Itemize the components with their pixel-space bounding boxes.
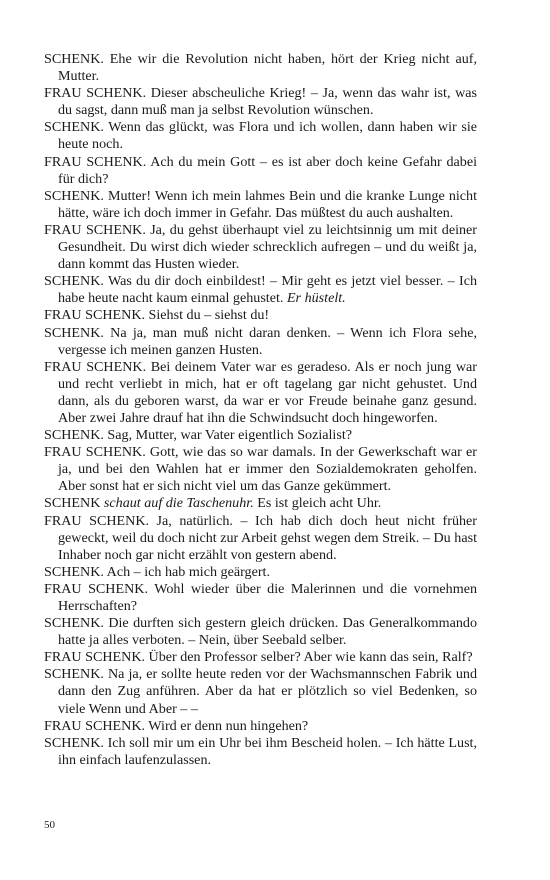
dialogue-paragraph: [44, 222, 477, 273]
dialogue-paragraph: [44, 495, 477, 512]
stage-direction: schaut auf die Taschenuhr.: [103, 495, 254, 512]
dialogue-paragraph: [44, 581, 477, 615]
dialogue-line: SCHENK: [44, 495, 104, 512]
dialogue-line: SCHENK. Ich soll mir um ein Uhr bei ihm Bescheid holen. – Ich hätte Lust, ihn einfach laufenzulassen.: [44, 734, 477, 768]
dialogue-line: SCHENK. Sag, Mutter, war Vater eigentlich Sozialist?: [44, 427, 353, 444]
dialogue-line: FRAU SCHENK. Siehst du – siehst du!: [44, 307, 270, 324]
dialogue-line: FRAU SCHENK. Bei deinem Vater war es geradeso. Als er noch jung war und recht verliebt in mich, hat er oft tagelang gar nicht gehustet. Und dann, als du geboren warst, da war er vor Freude beinahe ganz gesund. Aber zwei Jahre drauf hat ihn die Schwindsucht doch hingeworfen.: [44, 358, 477, 426]
dialogue-paragraph: [44, 666, 477, 717]
dialogue-line: SCHENK. Mutter! Wenn ich mein lahmes Bein und die kranke Lunge nicht hätte, wäre ich doch immer in Gefahr. Das müßtest du auch aushalten.: [44, 187, 477, 221]
dialogue-paragraph: [44, 444, 477, 495]
dialogue-paragraph: [44, 273, 477, 307]
dialogue-paragraph: [44, 359, 477, 427]
dialogue-line: SCHENK. Wenn das glückt, was Flora und ich wollen, dann haben wir sie heute noch.: [44, 119, 477, 153]
dialogue-paragraph: [44, 427, 477, 444]
dialogue-paragraph: [44, 85, 477, 119]
dialogue-paragraph: [44, 188, 477, 222]
dialogue-line: FRAU SCHENK. Ach du mein Gott – es ist aber doch keine Gefahr dabei für dich?: [44, 153, 477, 187]
dialogue-line: FRAU SCHENK. Gott, wie das so war damals. In der Gewerkschaft war er ja, und bei den Wahlen hat er immer den Sozialdemokraten geholfen. Aber sonst hat er sich nicht viel um das Ganze gekümmert.: [44, 444, 477, 495]
dialogue-paragraph: [44, 154, 477, 188]
dialogue-paragraph: [44, 564, 477, 581]
dialogue-line: SCHENK. Ach – ich hab mich geärgert.: [44, 563, 270, 580]
dialogue-line: SCHENK. Na ja, man muß nicht daran denken. – Wenn ich Flora sehe, vergesse ich meinen ganzen Husten.: [44, 324, 477, 358]
dialogue-line: SCHENK. Na ja, er sollte heute reden vor der Wachsmannschen Fabrik und dann den Zug anführen. Aber da hat er plötzlich so viel Bedenken, so viele Wenn und Aber – –: [44, 666, 477, 717]
dialogue-line: SCHENK. Was du dir doch einbildest! – Mir geht es jetzt viel besser. – Ich habe heute nacht kaum einmal gehustet.: [44, 273, 477, 307]
dialogue-line: SCHENK. Die durften sich gestern gleich drücken. Das Generalkommando hatte ja alles verboten. – Nein, über Seebald selber.: [44, 615, 477, 649]
dialogue-paragraph: [44, 119, 477, 153]
dialogue-paragraph: [44, 735, 477, 769]
dialogue-line: FRAU SCHENK. Über den Professor selber? Aber wie kann das sein, Ralf?: [44, 649, 473, 666]
dialogue-paragraph: [44, 718, 477, 735]
dialogue-line: FRAU SCHENK. Dieser abscheuliche Krieg! – Ja, wenn das wahr ist, was du sagst, dann muß man ja selbst Revolution wünschen.: [44, 85, 477, 119]
dialogue-paragraph: [44, 51, 477, 85]
dialogue-line: FRAU SCHENK. Wird er denn nun hingehen?: [44, 717, 309, 734]
dialogue-paragraph: [44, 615, 477, 649]
dialogue-paragraph: [44, 325, 477, 359]
dialogue-paragraph: [44, 513, 477, 564]
dialogue-text: [44, 51, 477, 769]
dialogue-line: FRAU SCHENK. Ja, natürlich. – Ich hab dich doch heut nicht früher geweckt, weil du doch nicht zur Arbeit gehst wegen dem Streik. – Du hast Inhaber noch gar nicht erzählt von gestern abend.: [44, 512, 477, 563]
page-number: 50: [44, 819, 55, 831]
dialogue-line: Es ist gleich acht Uhr.: [253, 495, 382, 512]
dialogue-line: SCHENK. Ehe wir die Revolution nicht haben, hört der Krieg nicht auf, Mutter.: [44, 51, 477, 85]
dialogue-line: FRAU SCHENK. Wohl wieder über die Malerinnen und die vornehmen Herrschaften?: [44, 580, 477, 614]
dialogue-paragraph: [44, 307, 477, 324]
dialogue-paragraph: [44, 649, 477, 666]
stage-direction: Er hüstelt.: [286, 290, 346, 307]
dialogue-line: FRAU SCHENK. Ja, du gehst überhaupt viel zu leichtsinnig um mit deiner Gesundheit. Du wirst dich wieder schrecklich aufregen – und du weißt ja, dann kommt das Husten wieder.: [44, 221, 477, 273]
